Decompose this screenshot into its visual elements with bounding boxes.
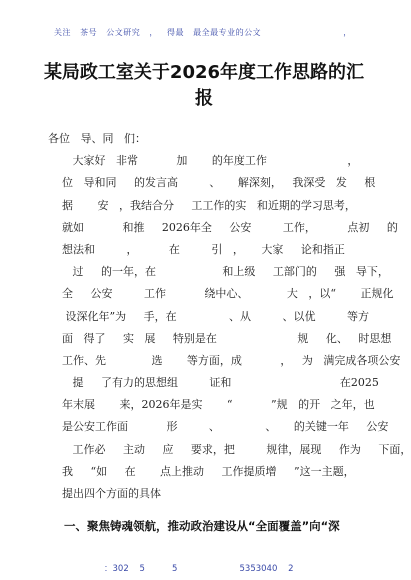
body-line: 过 的一年，在 和上级 工部门的 强 导下，	[48, 265, 389, 279]
body-line: 想法和 ， 在 引 ， 大家 论和指正	[48, 242, 345, 256]
body-line: 设深化年”为 手，在 、从 、以优 等方	[48, 309, 369, 323]
body-line: 各位 导、同 们：	[48, 132, 146, 145]
body-line: 全 公安 工作 绕中心、 大 ，以“ 正规化	[48, 287, 394, 301]
section-heading: 一、聚焦铸魂领航，推动政治建设从“全面覆盖”向“深	[48, 519, 340, 533]
body-line: 年末展 来，2026年是实 “ ”规 的开 之年，也	[48, 398, 375, 412]
body-line: 就如 和推 2026年全 公安 工作， 点初 的	[48, 220, 398, 234]
document-header-line: 关注 茶号 公文研究 ， 得最 最全最专业的公文 ，	[54, 28, 352, 37]
body-line: 是公安工作面 形 、 、 的关键一年 公安	[48, 420, 389, 434]
document-title: 某局政工室关于2026年度工作思路的汇报	[43, 62, 365, 109]
body-line: 位 导和同 的发言高 、 解深刻， 我深受 发 根	[48, 176, 376, 190]
body-line: 工作、先 选 等方面，成 ， 为 满完成各项公安	[48, 353, 401, 367]
body-line: 大家好 非常 加 的年度工作 ，	[48, 154, 359, 168]
body-line: 据 安 ，我结合分 工工作的实 和近期的学习思考，	[48, 198, 356, 212]
body-line: 提出四个方面的具体	[48, 487, 161, 500]
body-line: 面 得了 实 展 特别是在 规 化、 时思想	[48, 331, 392, 345]
body-line: 工作必 主动 应 要求，把 规律，展现 作为 下面，	[48, 442, 411, 456]
document-body	[48, 128, 411, 505]
document-footer: ：302 5 5 5353040 2	[104, 564, 294, 574]
body-line: 我 “如 在 点上推动 工作提质增 ”这一主题，	[48, 464, 355, 478]
body-line: 提 了有力的思想组 证和 在2025	[48, 376, 379, 390]
